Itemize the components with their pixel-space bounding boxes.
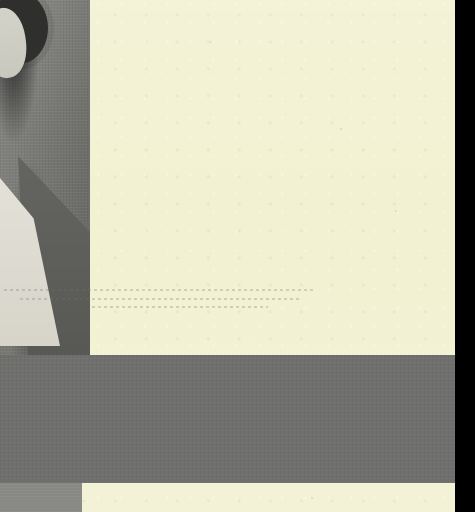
- bottom-left-gray-block: [0, 483, 82, 512]
- faded-text-line: [20, 298, 300, 300]
- faded-caption-area: [0, 281, 320, 315]
- paper-speck: [210, 41, 212, 43]
- scan-right-edge: [455, 0, 475, 512]
- paper-speck: [311, 497, 313, 499]
- paper-speck: [165, 476, 167, 478]
- paper-speck: [248, 388, 250, 390]
- paper-speck: [395, 210, 397, 212]
- dark-horizontal-band: [0, 355, 455, 483]
- paper-speck: [340, 128, 342, 130]
- faded-text-line: [4, 289, 316, 291]
- faded-text-line: [92, 306, 268, 308]
